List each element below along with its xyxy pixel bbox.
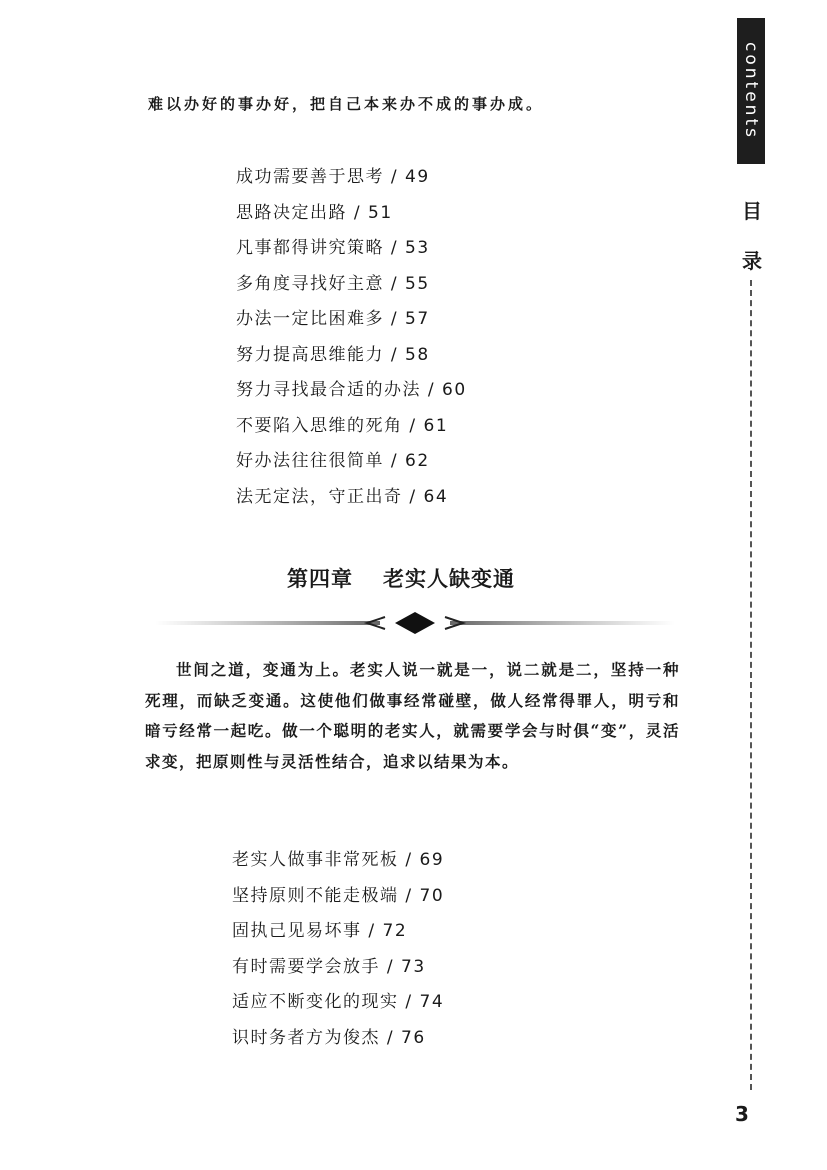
page-number: 3 bbox=[735, 1102, 749, 1126]
toc-entry[interactable]: 坚持原则不能走极端 / 70 bbox=[232, 885, 445, 906]
toc-entry[interactable]: 办法一定比困难多 / 57 bbox=[236, 309, 430, 329]
chapter-ornament bbox=[145, 611, 685, 635]
contents-label: contents bbox=[741, 42, 761, 140]
toc-entry[interactable]: 识时务者方为俊杰 / 76 bbox=[232, 1027, 426, 1048]
chapter-intro-paragraph: 世间之道，变通为上。老实人说一就是一，说二就是二，坚持一种死理，而缺乏变通。这使他们做事经常碰壁，做人经常得罪人，明亏和暗亏经常一起吃。做一个聪明的老实人，就需要学会与时俱“变”，灵活求变，把原则性与灵活性结合，追求以结果为本。 bbox=[145, 660, 680, 771]
previous-intro-tail: 难以办好的事办好，把自己本来办不成的事办成。 bbox=[148, 95, 545, 113]
toc-entry[interactable]: 有时需要学会放手 / 73 bbox=[232, 956, 426, 977]
toc-entry[interactable]: 努力寻找最合适的办法 / 60 bbox=[236, 380, 467, 400]
toc-entry[interactable]: 法无定法，守正出奇 / 64 bbox=[236, 486, 449, 507]
toc-list-chapter-4 bbox=[232, 843, 444, 1056]
toc-entry[interactable]: 适应不断变化的现实 / 74 bbox=[232, 992, 445, 1012]
mulu-char-2: 录 bbox=[742, 249, 762, 273]
mulu-char-1: 目 bbox=[742, 199, 762, 223]
toc-entry[interactable]: 固执己见易坏事 / 72 bbox=[232, 921, 408, 941]
toc-entry[interactable]: 好办法往往很简单 / 62 bbox=[236, 451, 430, 471]
toc-entry[interactable]: 多角度寻找好主意 / 55 bbox=[236, 273, 430, 294]
toc-entry[interactable]: 老实人做事非常死板 / 69 bbox=[232, 850, 445, 870]
toc-entry[interactable]: 努力提高思维能力 / 58 bbox=[236, 344, 430, 365]
toc-entry[interactable]: 思路决定出路 / 51 bbox=[236, 202, 393, 223]
toc-entry[interactable]: 成功需要善于思考 / 49 bbox=[236, 167, 430, 187]
contents-tab bbox=[737, 18, 765, 164]
chapter-number: 第四章 bbox=[287, 567, 353, 591]
mulu-label bbox=[738, 186, 766, 286]
toc-entry[interactable]: 不要陷入思维的死角 / 61 bbox=[236, 415, 449, 436]
toc-list-chapter-3 bbox=[236, 160, 467, 515]
chapter-title: 老实人缺变通 bbox=[383, 567, 515, 591]
side-dashed-divider bbox=[750, 280, 752, 1090]
toc-entry[interactable]: 凡事都得讲究策略 / 53 bbox=[236, 238, 430, 258]
chapter-heading bbox=[287, 563, 515, 593]
